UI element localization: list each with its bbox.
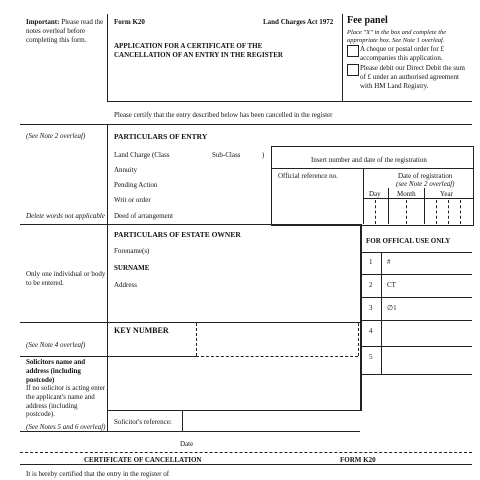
entry-divider bbox=[107, 124, 108, 224]
solicitor-ref-rule bbox=[107, 410, 362, 411]
month-divider bbox=[424, 188, 425, 224]
solicitor-divider bbox=[107, 356, 108, 431]
key-number-box-left bbox=[196, 323, 197, 356]
header-rule bbox=[107, 101, 472, 102]
solicitor-reference-label: Solicitor's reference: bbox=[114, 418, 172, 426]
official-use-num-4: 4 bbox=[369, 327, 373, 335]
year-digit-divider-1 bbox=[436, 200, 437, 224]
entry-note: (See Note 2 overleaf) bbox=[26, 132, 86, 140]
solicitor-label: Solicitors name and address (including postcode) bbox=[26, 358, 86, 384]
form-id: Form K20 bbox=[114, 18, 145, 26]
solicitor-bottom-rule bbox=[20, 431, 360, 432]
certify-rule bbox=[20, 124, 472, 125]
sub-class: Sub-Class bbox=[212, 151, 241, 159]
certificate-rule bbox=[20, 464, 472, 465]
writ-or-order: Writ or order bbox=[114, 196, 151, 204]
official-use-value-2: CT bbox=[387, 281, 396, 289]
official-use-row-rule bbox=[360, 320, 472, 321]
key-number-note: (See Note 4 overleaf) bbox=[26, 341, 86, 349]
official-use-value-1: # bbox=[387, 258, 391, 266]
only-one-note: Only one individual or body to be entered. bbox=[26, 270, 106, 287]
certify-line: Please certify that the entry described below has been cancelled in the register bbox=[114, 111, 333, 119]
fee-panel-instruction: Place "X" in the box and complete the appropriate box. See Note 1 overleaf. bbox=[347, 29, 447, 45]
header-divider bbox=[107, 14, 108, 101]
official-use-row-rule bbox=[360, 346, 472, 347]
important-note bbox=[26, 18, 104, 44]
official-use-num-5: 5 bbox=[369, 353, 373, 361]
official-use-rule bbox=[360, 252, 472, 253]
registration-divider bbox=[363, 168, 364, 224]
year-digit-divider-3 bbox=[460, 200, 461, 224]
page-title: APPLICATION FOR A CERTIFICATE OF THE CANCELLATION OF AN ENTRY IN THE REGISTER bbox=[114, 42, 283, 59]
year-digit-divider-2 bbox=[448, 200, 449, 224]
day-label: Day bbox=[369, 190, 381, 198]
important-label: Important: bbox=[26, 18, 60, 26]
act-title: Land Charges Act 1972 bbox=[263, 18, 334, 26]
delete-note: Delete words not applicable bbox=[26, 212, 105, 220]
annuity: Annuity bbox=[114, 166, 137, 174]
pending-action: Pending Action bbox=[114, 181, 158, 189]
registration-rule bbox=[271, 168, 473, 169]
key-number-heading: KEY NUMBER bbox=[114, 326, 169, 335]
date-reg-note: (see Note 2 overleaf) bbox=[396, 180, 455, 188]
fee-option-cheque: A cheque or postal order for £ accompanies this application. bbox=[360, 45, 444, 62]
fee-panel-divider bbox=[342, 14, 343, 101]
official-use-row-rule bbox=[360, 374, 472, 375]
date-reg-label: Date of registration bbox=[398, 172, 453, 180]
key-number-bottom-rule bbox=[20, 356, 196, 357]
month-digit-divider bbox=[406, 200, 407, 224]
certificate-text: It is hereby certified that the entry in the register of bbox=[26, 470, 170, 478]
fee-direct-debit-checkbox[interactable] bbox=[347, 64, 359, 76]
certificate-heading: CERTIFICATE OF CANCELLATION bbox=[84, 456, 202, 464]
official-use-num-3: 3 bbox=[369, 304, 373, 312]
official-use-num-2: 2 bbox=[369, 281, 373, 289]
key-number-rule bbox=[20, 322, 360, 323]
official-use-heading: FOR OFFICAL USE ONLY bbox=[366, 237, 451, 245]
fee-cheque-checkbox[interactable] bbox=[347, 45, 359, 57]
official-use-row-rule bbox=[360, 297, 472, 298]
entry-rule bbox=[20, 224, 360, 225]
day-digit-divider bbox=[375, 200, 376, 224]
certificate-tear-line bbox=[20, 452, 472, 453]
deed-of-arrangement: Deed of arrangement bbox=[114, 212, 174, 220]
official-ref-label: Official reference no. bbox=[278, 172, 338, 180]
official-use-num-1: 1 bbox=[369, 258, 373, 266]
land-charge-class: Land Charge (Class bbox=[114, 151, 170, 159]
key-number-box-right bbox=[358, 323, 359, 356]
year-label: Year bbox=[440, 190, 453, 198]
official-use-row-rule bbox=[360, 274, 472, 275]
fee-option-direct-debit: Please debit our Direct Debit the sum of £ under an authorised agreement with HM Land Registry. bbox=[360, 64, 465, 90]
close-paren: ) bbox=[262, 151, 265, 159]
address-label: Address bbox=[114, 281, 137, 289]
fee-panel-title: Fee panel bbox=[347, 15, 388, 26]
estate-divider bbox=[107, 224, 108, 356]
solicitor-note: (See Notes 5 and 6 overleaf) bbox=[26, 423, 106, 431]
key-number-box-bottom bbox=[196, 356, 358, 357]
date-label: Date bbox=[180, 440, 194, 448]
official-use-value-3: ∅1 bbox=[387, 304, 397, 312]
surname-label: SURNAME bbox=[114, 264, 150, 272]
forenames-label: Forename(s) bbox=[114, 247, 150, 255]
estate-heading: PARTICULARS OF ESTATE OWNER bbox=[114, 230, 241, 239]
solicitor-ref-divider bbox=[182, 410, 183, 431]
important-text: Please read the notes overleaf before completing this form. bbox=[26, 18, 104, 44]
month-label: Month bbox=[397, 190, 416, 198]
official-use-num-divider bbox=[381, 252, 382, 374]
insert-label: Insert number and date of the registration bbox=[311, 156, 427, 164]
day-divider bbox=[388, 188, 389, 224]
solicitor-text: If no solicitor is acting enter the applicant's name and address (including postcode). bbox=[26, 384, 106, 419]
entry-heading: PARTICULARS OF ENTRY bbox=[114, 132, 208, 141]
certificate-form: FORM K20 bbox=[340, 456, 376, 464]
